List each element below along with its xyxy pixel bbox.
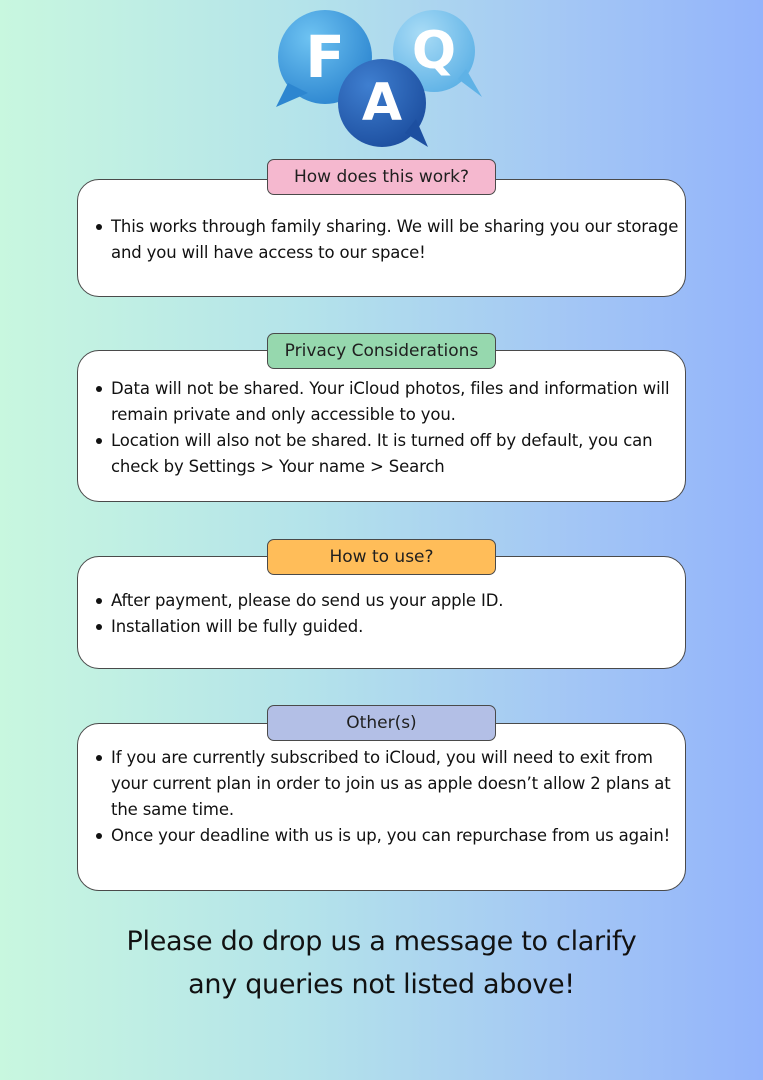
logo-letter-q: Q	[411, 21, 457, 81]
list-item: If you are currently subscribed to iCloud, you will need to exit from your current plan in order to join us as apple doesn’t allow 2 plans at the same time.	[111, 745, 685, 823]
footer-message	[60, 920, 703, 1006]
faq-logo	[270, 5, 495, 150]
faq-list	[78, 214, 685, 266]
faq-card-how-it-works	[77, 179, 686, 297]
list-item: After payment, please do send us your apple ID.	[111, 588, 685, 614]
list-item: Installation will be fully guided.	[111, 614, 685, 640]
section-title-how-it-works: How does this work?	[267, 159, 496, 195]
logo-letter-f: F	[305, 23, 345, 91]
faq-card-others	[77, 723, 686, 891]
logo-letter-a: A	[361, 73, 403, 133]
list-item: This works through family sharing. We will be sharing you our storage and you will have access to our space!	[111, 214, 685, 266]
faq-card-privacy	[77, 350, 686, 502]
faq-list	[78, 376, 685, 480]
footer-line-2: any queries not listed above!	[188, 969, 575, 1000]
list-item: Once your deadline with us is up, you can repurchase from us again!	[111, 823, 685, 849]
list-item: Data will not be shared. Your iCloud photos, files and information will remain private and only accessible to you.	[111, 376, 685, 428]
footer-line-1: Please do drop us a message to clarify	[126, 926, 637, 957]
list-item: Location will also not be shared. It is turned off by default, you can check by Settings > Your name > Search	[111, 428, 685, 480]
section-title-others: Other(s)	[267, 705, 496, 741]
faq-list	[78, 745, 685, 849]
section-title-privacy: Privacy Considerations	[267, 333, 496, 369]
section-title-how-to-use: How to use?	[267, 539, 496, 575]
faq-list	[78, 588, 685, 640]
